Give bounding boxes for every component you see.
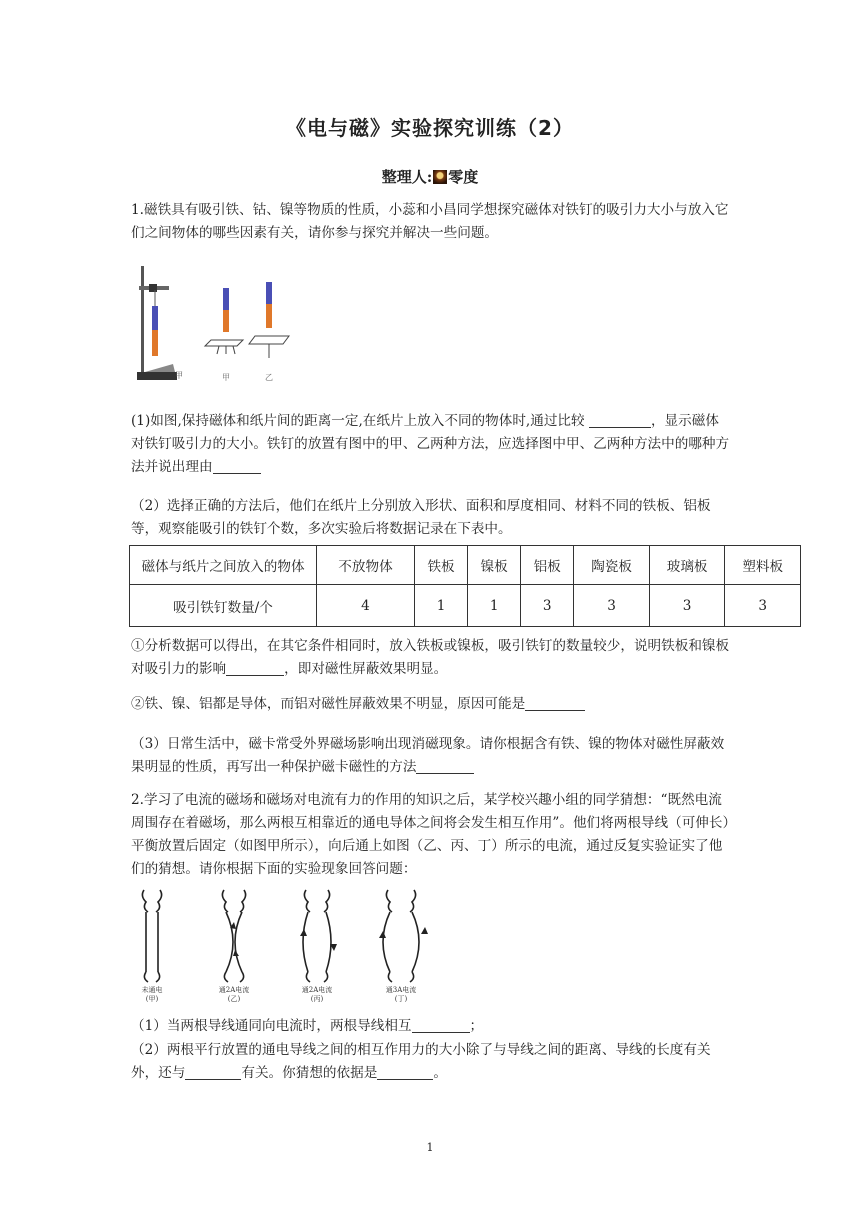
page-title: 《电与磁》实验探究训练（2） xyxy=(286,116,574,140)
wire-figure-label: 通2A电流 xyxy=(218,986,250,994)
q1-part1-text-b: ，显示磁体对铁钉吸引力的大小。铁钉的放置有图中的甲、乙两种方法，应选择图中甲、乙两种方法中的哪种方法并说出理由 xyxy=(131,413,730,475)
figure-label-jia: 甲 xyxy=(222,373,230,382)
answer-blank[interactable] xyxy=(377,1064,433,1080)
table-cell: 1 xyxy=(468,585,521,627)
q1-part1 xyxy=(131,410,731,479)
table-cell: 铁板 xyxy=(414,546,467,585)
table-cell: 磁体与纸片之间放入的物体 xyxy=(130,546,317,585)
wire-figure-label: (乙) xyxy=(227,995,241,1002)
table-cell: 铝板 xyxy=(521,546,574,585)
q1-sub2 xyxy=(131,693,731,716)
q1-intro: 1.磁铁具有吸引铁、钴、镍等物质的性质，小蕊和小昌同学想探究磁体对铁钉的吸引力大小与放入它们之间物体的哪些因素有关，请你参与探究并解决一些问题。 xyxy=(131,202,729,241)
q2-part2-text-a: （2）两根平行放置的通电导线之间的相互作用力的大小除了与导线之间的距离、导线的长度有关外，还与 xyxy=(131,1042,711,1081)
q2-figure-wires xyxy=(132,884,442,1002)
answer-blank[interactable] xyxy=(589,412,651,428)
q2-part1 xyxy=(131,1015,731,1038)
wire-figure-label: 通3A电流 xyxy=(385,986,417,994)
table-cell: 陶瓷板 xyxy=(574,546,650,585)
q2-intro: 2.学习了电流的磁场和磁场对电流有力的作用的知识之后，某学校兴趣小组的同学猜想：“既然电流周围存在着磁场，那么两根互相靠近的通电导体之间将会发生相互作用”。他们将两根导线（可伸长）平衡放置后固定（如图甲所示），向后通上如图（乙、丙、丁）所示的电流，通过反复实验证实了他们的猜想。请你根据下面的实验现象回答问题： xyxy=(131,792,730,877)
wire-figure-label: 通2A电流 xyxy=(301,986,333,994)
q1-sub2-text: ②铁、镍、铝都是导体，而铝对磁性屏蔽效果不明显，原因可能是 xyxy=(131,696,526,712)
q1-part2: （2）选择正确的方法后，他们在纸片上分别放入形状、面积和厚度相同、材料不同的铁板、铝板等，观察能吸引的铁钉个数，多次实验后将数据记录在下表中。 xyxy=(131,498,711,537)
table-cell: 1 xyxy=(414,585,467,627)
q1-part1-text-a: (1)如图,保持磁体和纸片间的距离一定,在纸片上放入不同的物体时,通过比较 xyxy=(131,413,585,429)
table-cell: 不放物体 xyxy=(317,546,415,585)
answer-blank[interactable] xyxy=(525,695,585,711)
table-cell: 3 xyxy=(521,585,574,627)
table-cell: 3 xyxy=(725,585,801,627)
author-line xyxy=(0,166,860,187)
q2-part2-text-c: 。 xyxy=(433,1065,447,1081)
table-cell: 玻璃板 xyxy=(649,546,725,585)
q2-part1-text-a: （1）当两根导线通同向电流时，两根导线相互 xyxy=(131,1018,412,1034)
q1-figure-magnet-apparatus xyxy=(135,262,295,392)
table-cell: 3 xyxy=(574,585,650,627)
q1-data-table xyxy=(129,545,801,627)
table-cell: 3 xyxy=(649,585,725,627)
q2-part2 xyxy=(131,1039,731,1085)
q1-sub1-text-a: ①分析数据可以得出，在其它条件相同时，放入铁板或镍板，吸引铁钉的数量较少，说明铁板和镍板对吸引力的影响 xyxy=(131,638,730,677)
figure-label-yi: 乙 xyxy=(265,373,273,382)
q1-part3-text: （3）日常生活中，磁卡常受外界磁场影响出现消磁现象。请你根据含有铁、镍的物体对磁性屏蔽效果明显的性质，再写出一种保护磁卡磁性的方法 xyxy=(131,736,725,775)
answer-blank[interactable] xyxy=(416,758,474,774)
q1-sub1 xyxy=(131,635,731,681)
table-cell: 镍板 xyxy=(468,546,521,585)
table-row xyxy=(130,585,801,627)
q1-sub1-text-b: ，即对磁性屏蔽效果明显。 xyxy=(284,661,448,677)
page-number: 1 xyxy=(426,1141,434,1154)
table-cell: 塑料板 xyxy=(725,546,801,585)
table-cell: 吸引铁钉数量/个 xyxy=(130,585,317,627)
answer-blank[interactable] xyxy=(213,458,261,474)
answer-blank[interactable] xyxy=(412,1017,470,1033)
author-name: 零度 xyxy=(448,168,479,186)
wire-figure-label: (甲) xyxy=(145,995,159,1002)
answer-blank[interactable] xyxy=(226,660,284,676)
q2-part2-text-b: 有关。你猜想的依据是 xyxy=(241,1065,378,1081)
q1-part3 xyxy=(131,733,731,779)
author-avatar-icon xyxy=(433,170,447,184)
author-label: 整理人: xyxy=(381,168,433,186)
wire-figure-label: (丙) xyxy=(310,995,324,1002)
table-cell: 4 xyxy=(317,585,415,627)
table-header-row xyxy=(130,546,801,585)
wire-figure-label: 未通电 xyxy=(141,986,163,994)
q2-part1-text-b: ； xyxy=(469,1018,484,1034)
answer-blank[interactable] xyxy=(185,1064,241,1080)
wire-figure-label: (丁) xyxy=(394,995,408,1002)
svg-text:甲: 甲 xyxy=(175,371,183,380)
